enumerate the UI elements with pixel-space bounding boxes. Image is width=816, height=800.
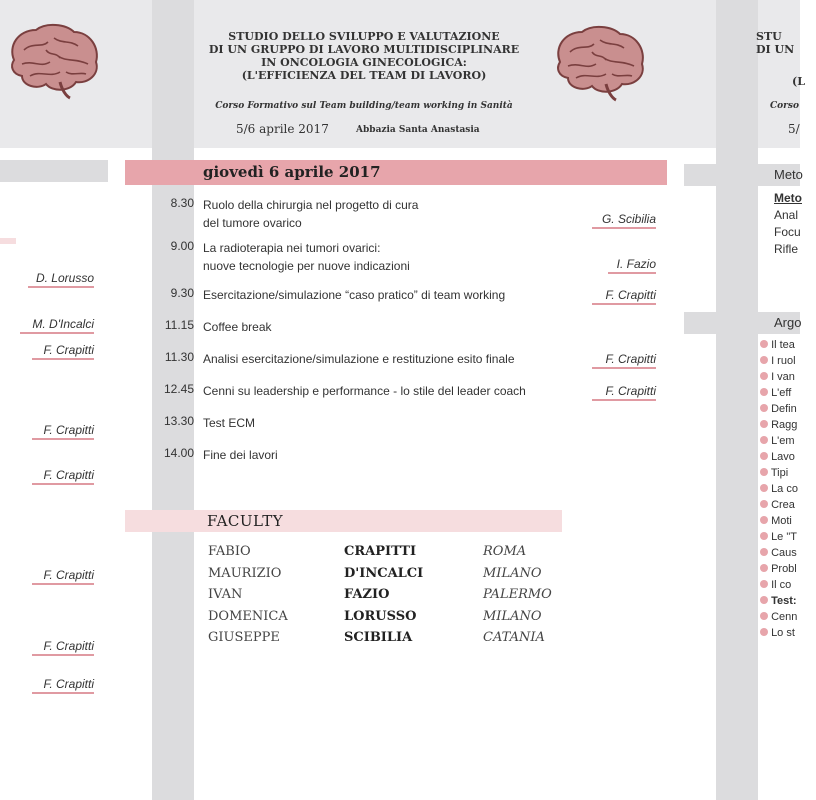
title-line: DI UN	[756, 43, 795, 56]
list-item: Moti	[760, 513, 800, 529]
faculty-last-name: CRAPITTI	[344, 544, 417, 559]
topics-bar-label: Argo	[774, 315, 802, 330]
speaker-left: F. Crapitti	[32, 677, 94, 694]
faculty-first-name: FABIO	[208, 544, 251, 559]
day-header-bar	[125, 160, 667, 185]
faculty-city: MILANO	[483, 609, 542, 624]
list-item: Lavo	[760, 449, 800, 465]
faculty-first-name: DOMENICA	[208, 609, 288, 624]
faculty-city: ROMA	[483, 544, 527, 559]
event-speaker: F. Crapitti	[592, 352, 656, 369]
speaker-left: D. Lorusso	[28, 271, 94, 288]
bullet-dot	[760, 340, 768, 348]
bullet-dot	[760, 596, 768, 604]
bullet-dot	[760, 500, 768, 508]
speaker-left: F. Crapitti	[32, 639, 94, 656]
event-time: 14.00	[163, 446, 194, 460]
list-item: I van	[760, 369, 800, 385]
topics-list	[760, 337, 800, 641]
course-date: 5/6 aprile 2017	[236, 122, 329, 136]
bullet-dot	[760, 564, 768, 572]
event-speaker: F. Crapitti	[592, 288, 656, 305]
bullet-dot	[760, 420, 768, 428]
list-item: I ruol	[760, 353, 800, 369]
event-title: Fine dei lavori	[203, 448, 278, 462]
event-line: La radioterapia nei tumori ovarici:	[203, 241, 381, 255]
list-item: Caus	[760, 545, 800, 561]
list-item: Il co	[760, 577, 800, 593]
method-bar	[684, 164, 803, 186]
method-list	[774, 190, 802, 258]
course-title	[174, 30, 554, 82]
method-item: Anal	[774, 208, 799, 222]
title-line: IN ONCOLOGIA GINECOLOGICA:	[261, 56, 467, 69]
event-title: Esercitazione/simulazione “caso pratico” di team working	[203, 288, 506, 302]
bullet-dot	[760, 516, 768, 524]
faculty-last-name: LORUSSO	[344, 609, 417, 624]
day-title: giovedì 6 aprile 2017	[203, 163, 381, 181]
bullet-dot	[760, 436, 768, 444]
left-partial-accent	[0, 238, 16, 244]
bullet-dot	[760, 580, 768, 588]
list-item: Cenn	[760, 609, 800, 625]
topics-bar	[684, 312, 800, 334]
speaker-left: F. Crapitti	[32, 468, 94, 485]
event-title: Analisi esercitazione/simulazione e restituzione esito finale	[203, 352, 515, 366]
bullet-dot	[760, 484, 768, 492]
method-heading: Meto	[774, 191, 802, 205]
list-item: Probl	[760, 561, 800, 577]
event-time: 11.15	[164, 318, 194, 332]
speaker-left: F. Crapitti	[32, 568, 94, 585]
bullet-dot	[760, 388, 768, 396]
event-line: Ruolo della chirurgia nel progetto di cura	[203, 198, 419, 212]
bullet-dot	[760, 628, 768, 636]
subtitle-partial-right: Corso	[770, 101, 799, 111]
list-item: Test:	[760, 593, 800, 609]
bullet-dot	[760, 356, 768, 364]
list-item: Il tea	[760, 337, 800, 353]
event-time: 13.30	[163, 414, 194, 428]
bullet-dot	[760, 404, 768, 412]
list-item: L'em	[760, 433, 800, 449]
date-partial-right: 5/	[788, 122, 800, 136]
faculty-first-name: GIUSEPPE	[208, 630, 280, 645]
list-item: Tipi	[760, 465, 800, 481]
faculty-title: FACULTY	[207, 512, 284, 530]
bullet-dot	[760, 532, 768, 540]
title-line: DI UN GRUPPO DI LAVORO MULTIDISCIPLINARE	[208, 43, 520, 56]
list-item: Crea	[760, 497, 800, 513]
speaker-left: M. D'Incalci	[20, 317, 94, 334]
title-line: (L'EFFICIENZA DEL TEAM DI LAVORO)	[241, 69, 487, 82]
event-title	[203, 239, 563, 275]
event-time: 8.30	[170, 196, 194, 210]
brain-logo-center	[546, 22, 646, 102]
event-title: Cenni su leadership e performance - lo stile del leader coach	[203, 384, 526, 398]
list-item: La co	[760, 481, 800, 497]
method-item: Rifle	[774, 242, 799, 256]
event-speaker: I. Fazio	[608, 257, 656, 274]
title-partial-right	[756, 30, 816, 56]
method-bar-label: Meto	[774, 167, 803, 182]
event-time: 11.30	[164, 350, 194, 364]
event-speaker: G. Scibilia	[592, 212, 656, 229]
course-subtitle: Corso Formativo sul Team building/team working in Sanità	[215, 101, 513, 111]
faculty-last-name: D'INCALCI	[344, 566, 424, 581]
event-line: del tumore ovarico	[203, 216, 302, 230]
event-time: 12.45	[163, 382, 194, 396]
title-partial-right-3: (L	[792, 75, 805, 88]
bullet-dot	[760, 612, 768, 620]
faculty-first-name: IVAN	[208, 587, 243, 602]
speaker-left: F. Crapitti	[32, 343, 94, 360]
faculty-header-bar	[125, 510, 562, 532]
event-speaker: F. Crapitti	[592, 384, 656, 401]
brain-logo-left	[0, 20, 100, 100]
bullet-dot	[760, 548, 768, 556]
faculty-city: PALERMO	[483, 587, 552, 602]
left-partial-bar	[0, 160, 108, 182]
column-band-left	[152, 0, 194, 800]
column-band-right	[716, 0, 758, 800]
title-line: STU	[756, 30, 782, 43]
faculty-first-name: MAURIZIO	[208, 566, 282, 581]
speaker-left: F. Crapitti	[32, 423, 94, 440]
faculty-last-name: FAZIO	[344, 587, 390, 602]
list-item: Defin	[760, 401, 800, 417]
event-line: nuove tecnologie per nuove indicazioni	[203, 259, 410, 273]
list-item: Ragg	[760, 417, 800, 433]
event-title	[203, 196, 563, 232]
list-item: Le "T	[760, 529, 800, 545]
list-item: Lo st	[760, 625, 800, 641]
event-time: 9.00	[170, 239, 194, 253]
title-line: STUDIO DELLO SVILUPPO E VALUTAZIONE	[228, 30, 500, 43]
faculty-city: MILANO	[483, 566, 542, 581]
course-venue: Abbazia Santa Anastasia	[356, 125, 480, 135]
faculty-last-name: SCIBILIA	[344, 630, 413, 645]
event-title: Coffee break	[203, 320, 272, 334]
bullet-dot	[760, 452, 768, 460]
list-item: L'eff	[760, 385, 800, 401]
event-time: 9.30	[170, 286, 194, 300]
bullet-dot	[760, 372, 768, 380]
faculty-city: CATANIA	[483, 630, 545, 645]
bullet-dot	[760, 468, 768, 476]
event-title: Test ECM	[203, 416, 256, 430]
method-item: Focu	[774, 225, 801, 239]
